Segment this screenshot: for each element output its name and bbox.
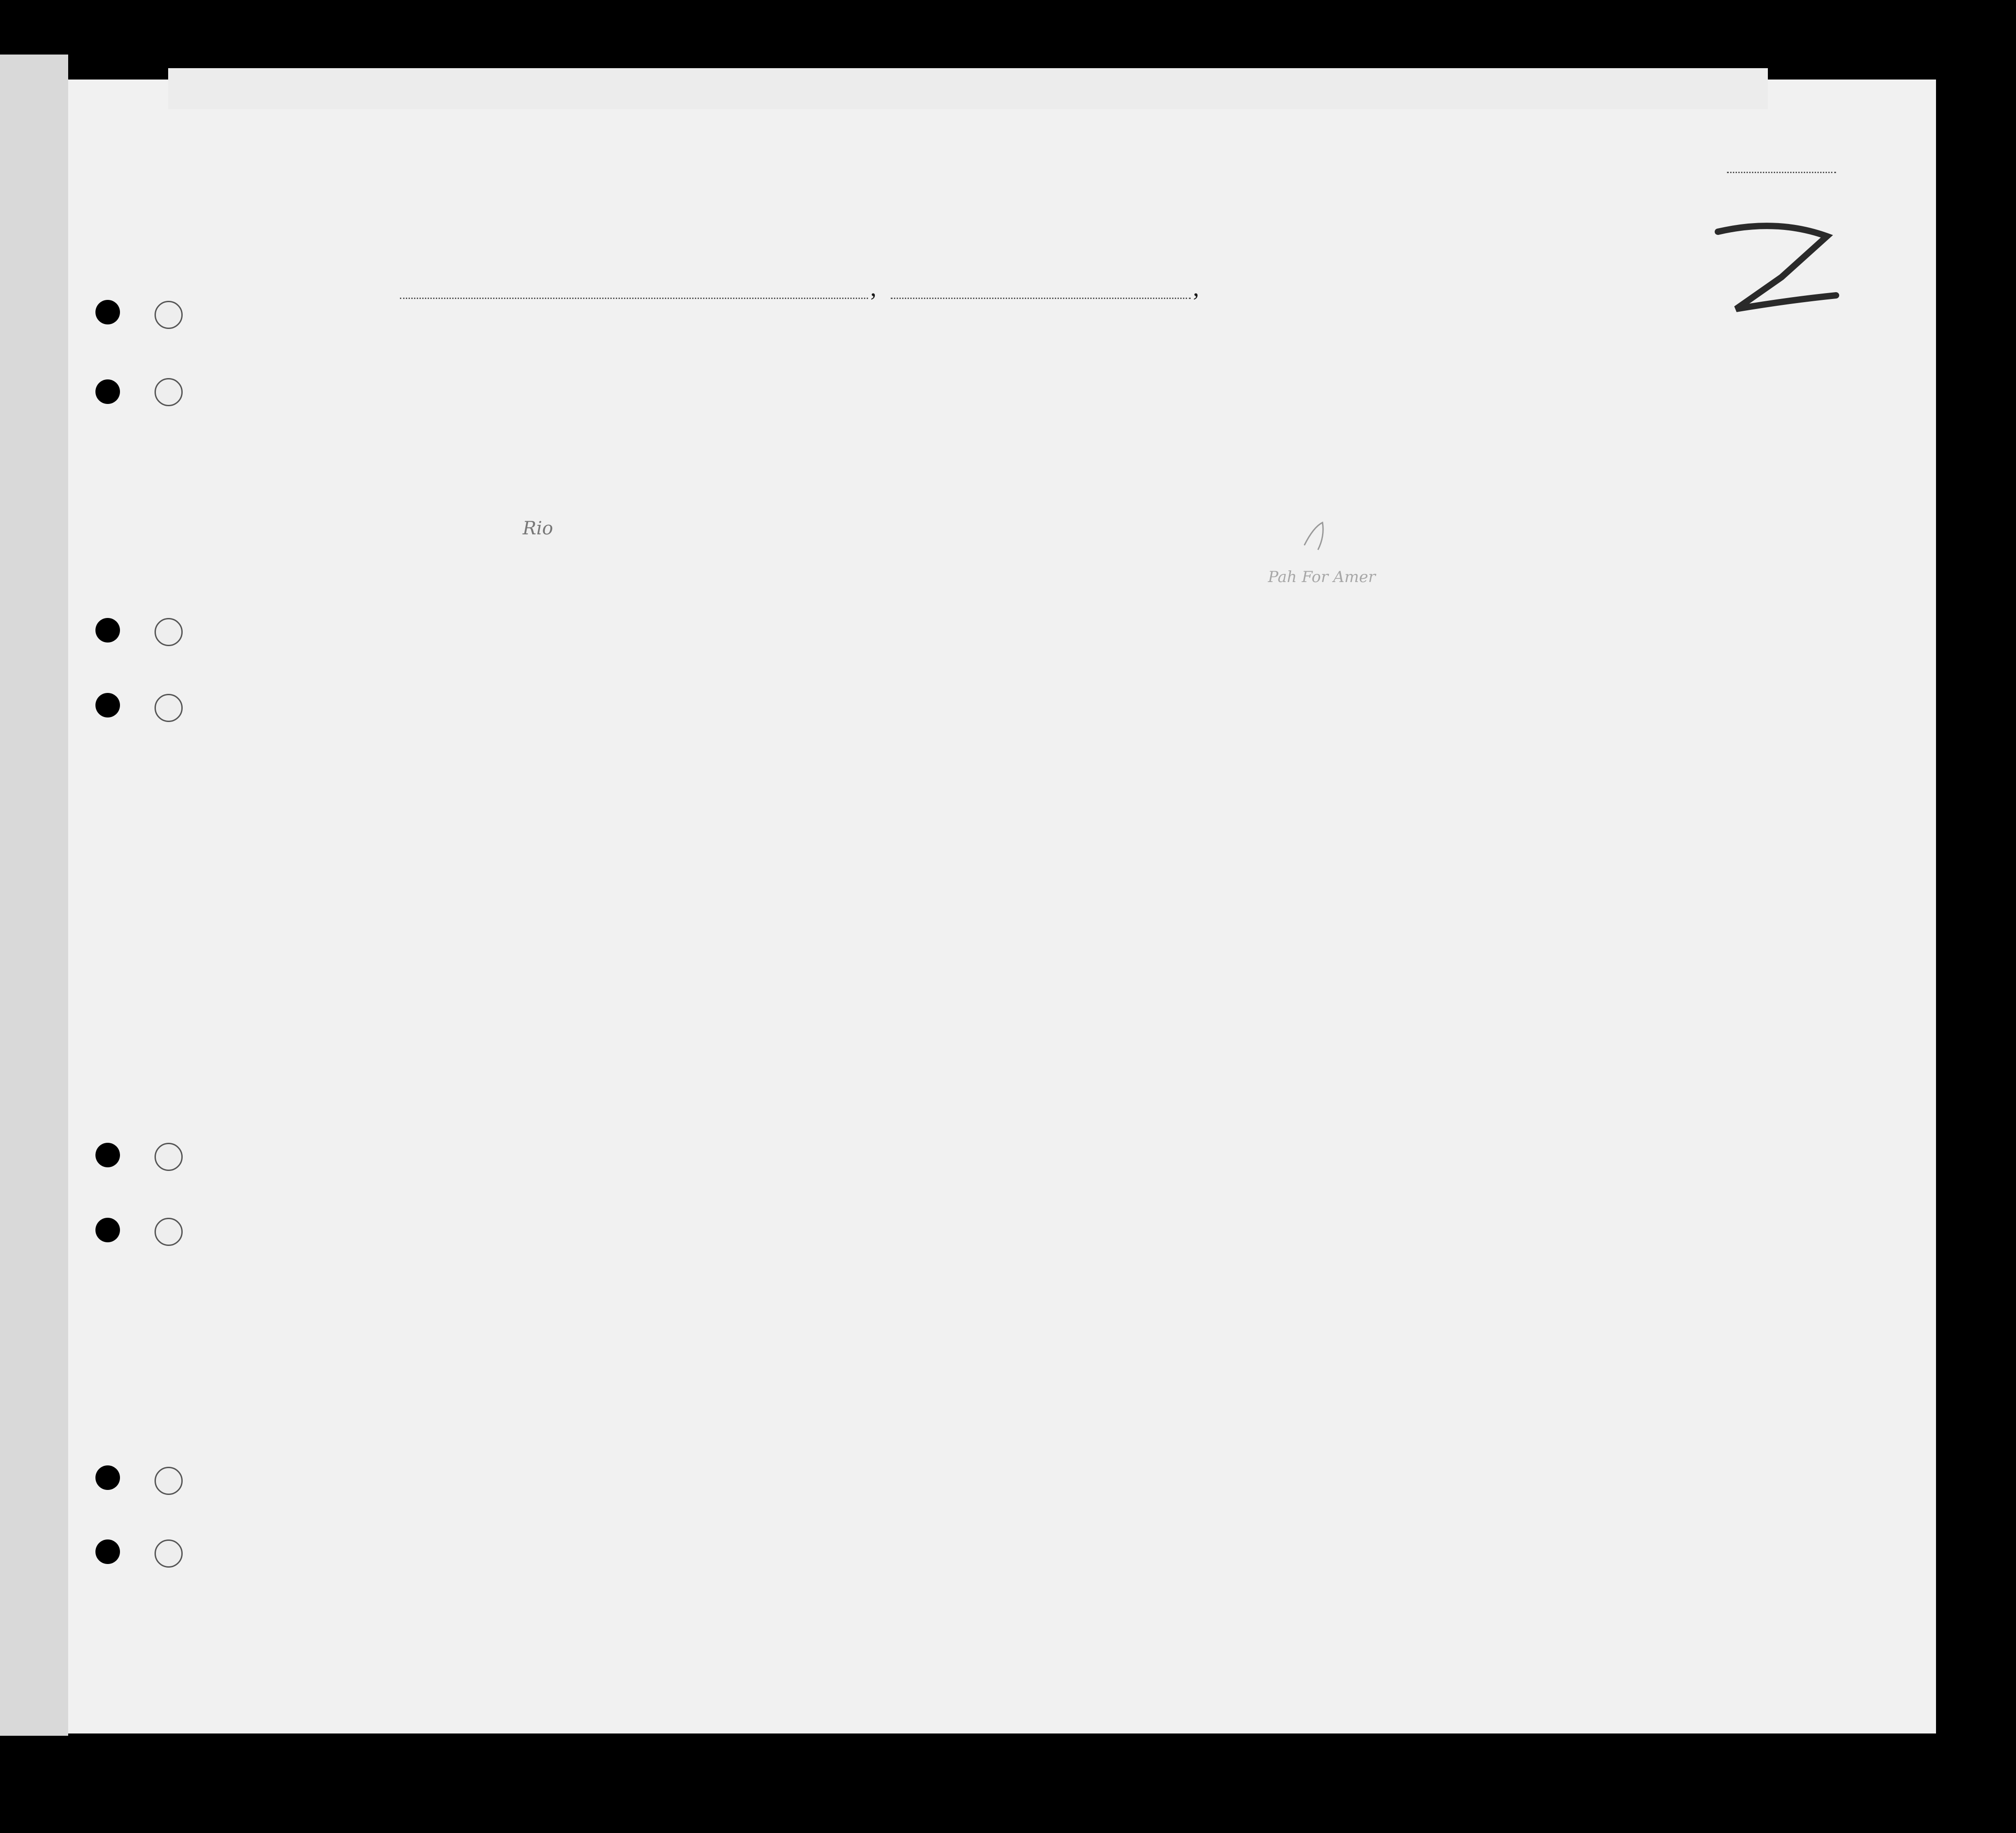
col29-heading — [1407, 359, 1443, 477]
handwritten-check-mark — [1300, 518, 1336, 554]
col25-heading — [1272, 359, 1299, 477]
col27-heading — [1336, 359, 1350, 477]
entry1-handwritten-annotation: Rio — [523, 518, 553, 539]
col26-heading — [1311, 359, 1325, 477]
col24-length-heading — [1205, 384, 1228, 475]
col24-return-heading — [1173, 384, 1195, 475]
col24-citizen-heading — [1237, 384, 1260, 475]
col28-heading — [1359, 359, 1395, 477]
comma-separator: , — [870, 274, 877, 301]
col21-heading — [740, 354, 763, 477]
col19-heading — [620, 354, 639, 477]
col30-heading — [1445, 359, 1463, 477]
col31-heading — [1468, 359, 1486, 477]
handwritten-faint-note: Pah For Amer — [1268, 568, 1376, 586]
col34-inches-heading — [1622, 436, 1634, 475]
comma-separator-2: , — [1193, 274, 1199, 301]
col34-feet-heading — [1599, 443, 1612, 475]
